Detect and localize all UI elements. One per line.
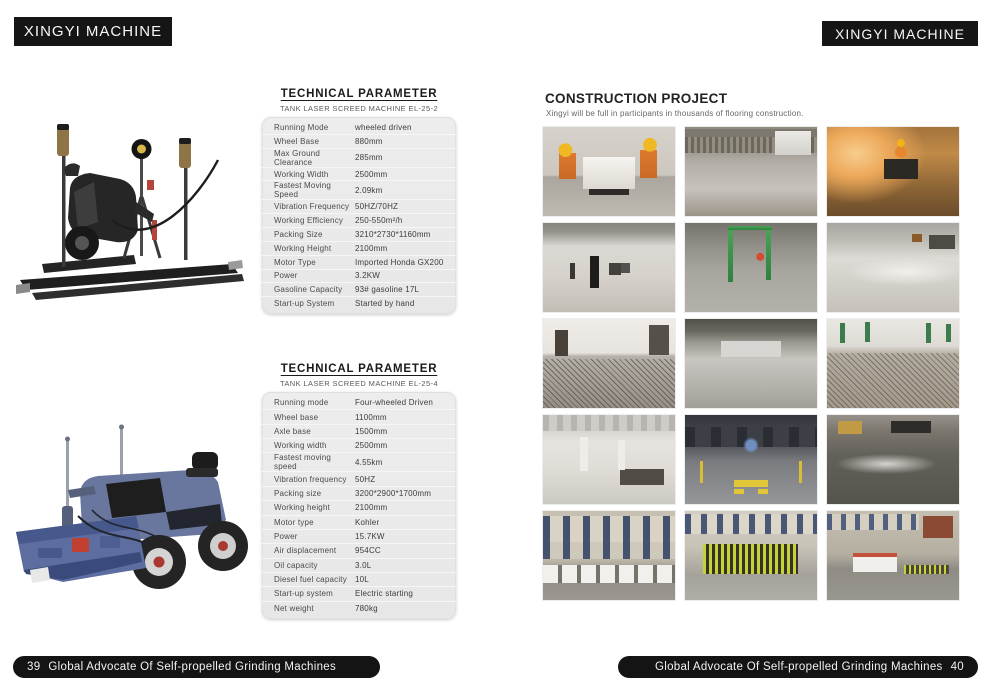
parameter-value: Electric starting <box>355 589 414 599</box>
parameter-value: 780kg <box>355 603 378 613</box>
parameter-value: 2100mm <box>355 243 388 253</box>
brand-text: XINGYI MACHINE <box>835 25 965 42</box>
footer-slogan: Global Advocate Of Self-propelled Grinding Machines <box>654 661 943 673</box>
construction-project-subtitle: Xingyi will be full in participants in thousands of flooring construction. <box>546 109 804 118</box>
parameter-value: 93# gasoline 17L <box>355 285 420 295</box>
parameter-label: Wheel Base <box>274 136 320 146</box>
parameter-label: Wheel base <box>274 412 319 422</box>
table-row <box>262 529 456 543</box>
parameter-value: 2100mm <box>355 503 388 513</box>
parameter-value: 3.0L <box>355 560 372 570</box>
parameter-label: Running Mode <box>274 122 329 132</box>
table-row <box>262 255 456 269</box>
table-row <box>262 438 456 452</box>
photo-terrazzo-hall-green-doors <box>827 319 959 408</box>
table-row <box>262 424 456 438</box>
table-row <box>262 213 456 227</box>
table-row <box>262 282 456 296</box>
parameter-label: Vibration frequency <box>274 474 347 484</box>
table-row <box>262 134 456 148</box>
footer-slogan: Global Advocate Of Self-propelled Grinding Machines <box>48 661 337 673</box>
parameter-label: Working height <box>274 503 331 513</box>
construction-project-title: CONSTRUCTION PROJECT <box>545 91 728 106</box>
photo-terrazzo-corridor <box>543 319 675 408</box>
parameter-value: 4.55km <box>355 457 383 467</box>
photo-bright-warehouse-aisle <box>543 415 675 504</box>
parameter-value: 285mm <box>355 153 383 163</box>
parameter-label: Fastest moving speed <box>274 453 332 472</box>
parameter-label: Start-up System <box>274 299 335 309</box>
table-row <box>262 543 456 557</box>
parameter-label: Packing size <box>274 488 322 498</box>
parameter-value: 15.7KW <box>355 532 385 542</box>
parameter-value: 880mm <box>355 136 383 146</box>
page-number: 40 <box>950 661 964 673</box>
photo-workers-operating-laser-screed <box>543 127 675 216</box>
parameter-value: 2.09km <box>355 185 383 195</box>
photo-polished-warehouse-floor <box>827 223 959 312</box>
parameter-value: 250-550m²/h <box>355 216 403 226</box>
parameter-value: 3200*2900*1700mm <box>355 488 432 498</box>
photo-ride-on-power-trowel <box>827 127 959 216</box>
photo-concrete-pouring-with-mixer-truck <box>685 127 817 216</box>
parameter-value: 1100mm <box>355 412 387 422</box>
parameter-value: 954CC <box>355 546 381 556</box>
ride-on-screed-drawing <box>8 420 266 620</box>
photo-staff-group-photo <box>685 511 817 600</box>
parameter-label: Diesel fuel capacity <box>274 575 347 585</box>
table-subtitle-el-25-4: TANK LASER SCREED MACHINE EL-25-4 <box>279 379 439 388</box>
parameter-value: 50HZ <box>355 474 376 484</box>
parameter-value: 50HZ/70HZ <box>355 202 399 212</box>
laser-screed-drawing <box>12 102 257 317</box>
parameter-value: Kohler <box>355 517 380 527</box>
parameter-label: Net weight <box>274 603 314 613</box>
table-row <box>262 227 456 241</box>
photo-dark-polished-floor <box>827 415 959 504</box>
parameter-label: Running mode <box>274 398 329 408</box>
parameter-label: Motor type <box>274 517 314 527</box>
table-row <box>262 396 456 409</box>
construction-photo-grid <box>543 127 959 600</box>
table-row <box>262 199 456 213</box>
photo-company-fleet-lineup <box>543 511 675 600</box>
header-brand-left <box>14 17 172 46</box>
machine-image-el-25-2 <box>12 102 257 317</box>
parameter-label: Motor Type <box>274 257 316 267</box>
photo-service-vans-team <box>827 511 959 600</box>
parameter-value: wheeled driven <box>355 122 412 132</box>
table-row <box>262 180 456 199</box>
parameter-value: 10L <box>355 575 369 585</box>
photo-glossy-lobby-floor <box>685 319 817 408</box>
table-row <box>262 121 456 134</box>
table-row <box>262 296 456 310</box>
table-row <box>262 572 456 586</box>
table-title-el-25-4: TECHNICAL PARAMETER <box>280 363 438 375</box>
header-brand-right <box>822 21 978 46</box>
table-row <box>262 471 456 485</box>
parameter-label: Start-up system <box>274 589 334 599</box>
parameter-label: Power <box>274 532 298 542</box>
table-row <box>262 148 456 167</box>
parameter-label: Fastest Moving Speed <box>274 181 332 200</box>
parameter-value: 2500mm <box>355 169 388 179</box>
table-subtitle-el-25-2: TANK LASER SCREED MACHINE EL-25-2 <box>279 104 439 113</box>
brand-text: XINGYI MACHINE <box>23 23 163 40</box>
table-row <box>262 167 456 181</box>
parameter-value: Four-wheeled Driven <box>355 398 434 408</box>
table-row <box>262 586 456 600</box>
parameter-value: 1500mm <box>355 426 388 436</box>
table-row <box>262 601 456 615</box>
footer-right <box>618 656 978 678</box>
machine-image-el-25-4 <box>8 420 266 620</box>
parameter-label: Working width <box>274 441 327 451</box>
parameter-label: Working Efficiency <box>274 216 344 226</box>
table-row <box>262 241 456 255</box>
table-row <box>262 558 456 572</box>
table-row <box>262 500 456 514</box>
footer-left <box>13 656 380 678</box>
table-title-el-25-2: TECHNICAL PARAMETER <box>280 88 438 100</box>
parameter-label: Packing Size <box>274 229 323 239</box>
parameter-value: 3210*2730*1160mm <box>355 229 431 239</box>
parameter-value: 3.2KW <box>355 271 381 281</box>
table-row <box>262 515 456 529</box>
photo-parking-garage-yellow-arrows <box>685 415 817 504</box>
parameter-label: Vibration Frequency <box>274 202 350 212</box>
photo-warehouse-floor-grinding <box>543 223 675 312</box>
table-row <box>262 269 456 283</box>
table-row <box>262 486 456 500</box>
table-row <box>262 452 456 471</box>
parameter-label: Gasoline Capacity <box>274 285 343 295</box>
parameter-value: 2500mm <box>355 441 388 451</box>
parameter-label: Max Ground Clearance <box>274 148 321 167</box>
parameter-table-el-25-2 <box>262 117 456 314</box>
table-row <box>262 409 456 423</box>
parameter-value: Started by hand <box>355 299 415 309</box>
parameter-label: Oil capacity <box>274 560 318 570</box>
parameter-label: Working Height <box>274 243 332 253</box>
photo-concrete-curing-green-frame <box>685 223 817 312</box>
parameter-label: Axle base <box>274 426 311 436</box>
parameter-value: Imported Honda GX200 <box>355 257 444 267</box>
parameter-label: Power <box>274 271 298 281</box>
parameter-label: Working Width <box>274 169 329 179</box>
parameter-table-el-25-4 <box>262 392 456 619</box>
parameter-label: Air displacement <box>274 546 337 556</box>
page-number: 39 <box>27 661 41 673</box>
